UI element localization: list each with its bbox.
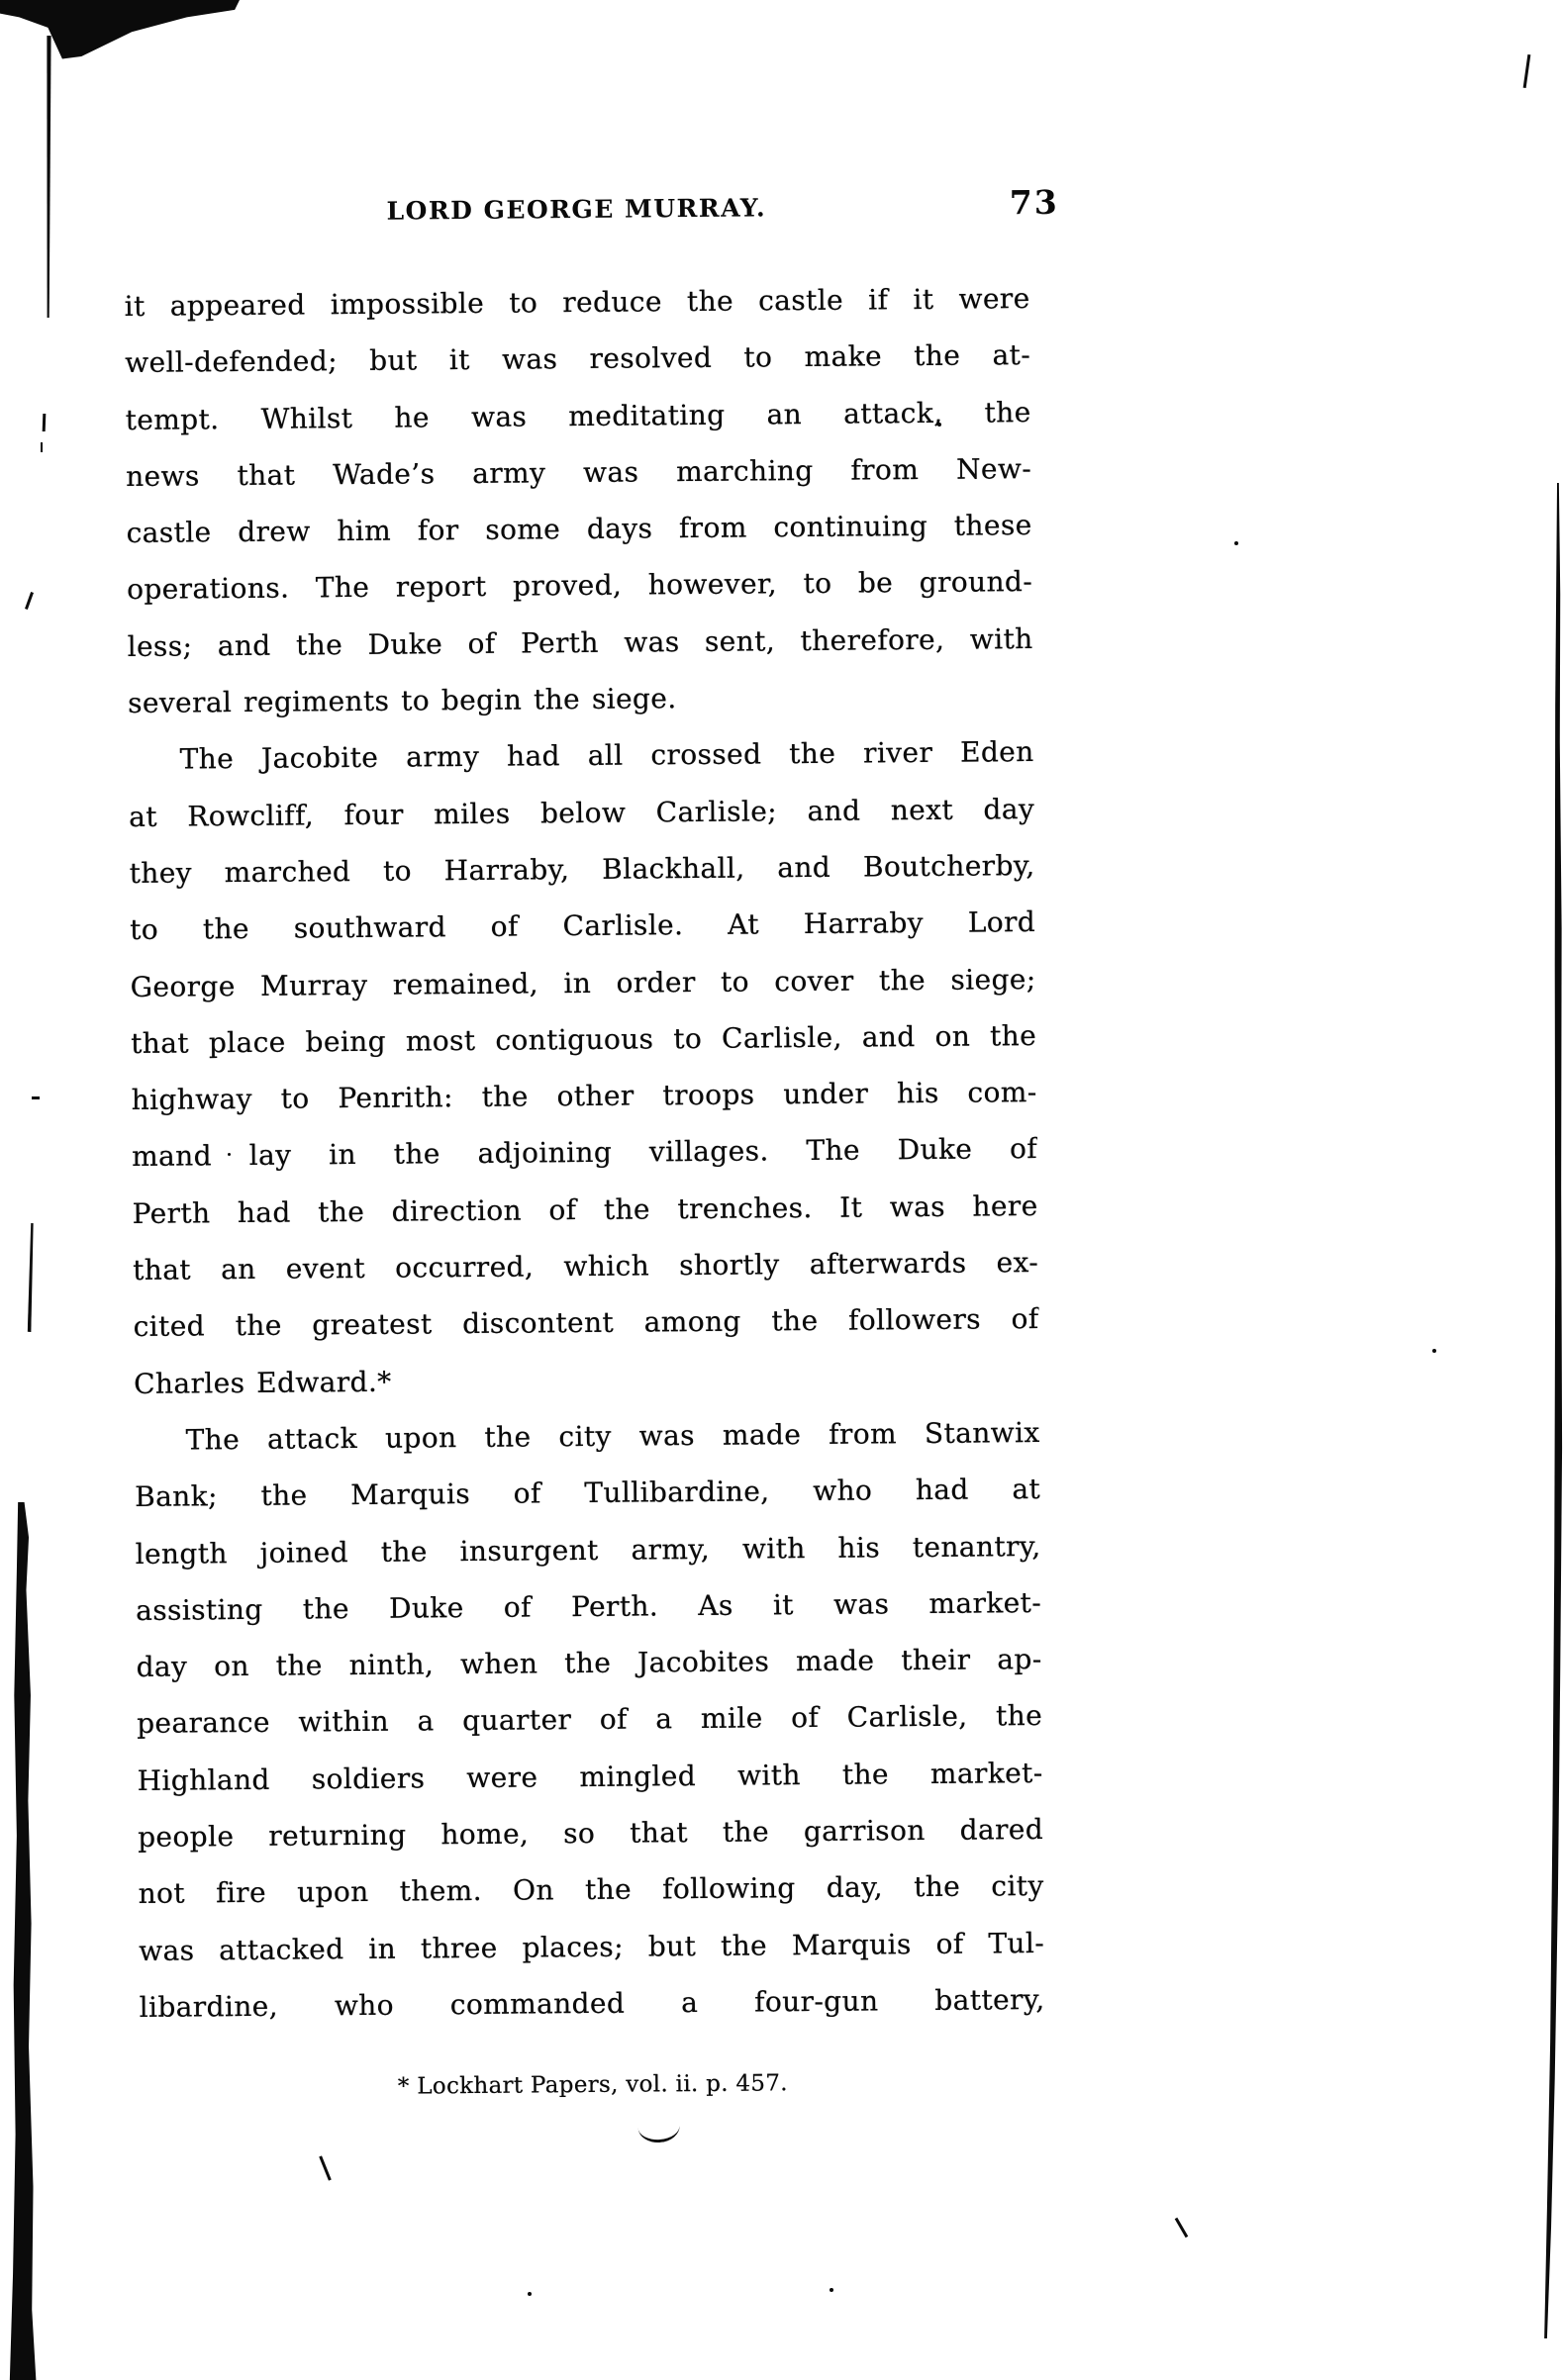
text-line: length joined the insurgent army, with his tenantry, — [135, 1529, 1041, 1571]
text-line: several regiments to begin the siege. — [128, 682, 677, 720]
text-line: tempt. Whilst he was meditating an attack, the — [125, 395, 1031, 436]
text-line: that place being most contiguous to Carlisle, and on the — [131, 1018, 1037, 1060]
text-line: castle drew him for some days from continuing these — [126, 509, 1032, 550]
text-line: Charles Edward.* — [134, 1365, 392, 1400]
text-line: less; and the Duke of Perth was sent, therefore, with — [127, 621, 1033, 663]
text-line: Perth had the direction of the trenches. It was here — [132, 1189, 1038, 1230]
text-line: not fire upon them. On the following day, the city — [138, 1869, 1044, 1911]
text-line: assisting the Duke of Perth. As it was market- — [136, 1585, 1042, 1627]
text-line: to the southward of Carlisle. At Harraby Lord — [130, 905, 1036, 947]
paragraph — [128, 723, 1039, 1412]
text-line: at Rowcliff, four miles below Carlisle; and next day — [129, 792, 1035, 833]
text-line: that an event occurred, which shortly afterwards ex- — [133, 1246, 1039, 1287]
footnote: * Lockhart Papers, vol. ii. p. 457. — [397, 2070, 788, 2100]
text-line: was attacked in three places; but the Marquis of Tul- — [139, 1926, 1045, 1967]
text-line: they marched to Harraby, Blackhall, and Boutcherby, — [129, 848, 1035, 890]
text-line: pearance within a quarter of a mile of Carlisle, the — [137, 1699, 1043, 1741]
text-line: people returning home, so that the garrison dared — [138, 1812, 1044, 1854]
text-line: highway to Penrith: the other troops under his com- — [131, 1076, 1037, 1117]
text-line: Highland soldiers were mingled with the market- — [137, 1756, 1043, 1797]
paragraph — [124, 270, 1033, 731]
text-line: The Jacobite army had all crossed the river Eden — [179, 735, 1034, 776]
text-line: cited the greatest discontent among the followers of — [133, 1302, 1039, 1344]
text-line: George Murray remained, in order to cover the siege; — [130, 962, 1036, 1003]
text-line: Bank; the Marquis of Tullibardine, who had at — [135, 1473, 1041, 1514]
body-text — [124, 270, 1044, 2036]
text-line: it appeared impossible to reduce the castle if it were — [124, 282, 1030, 324]
text-line: The attack upon the city was made from Stanwix — [185, 1415, 1040, 1457]
text-line: news that Wade’s army was marching from New- — [126, 451, 1032, 493]
text-line: operations. The report proved, however, to be ground- — [127, 565, 1033, 607]
running-title: LORD GEORGE MURRAY. — [386, 193, 767, 226]
paragraph — [134, 1404, 1044, 2036]
text-line: libardine, who commanded a four-gun battery, — [139, 1982, 1045, 2024]
page-number: 73 — [1009, 182, 1059, 223]
text-line: mand lay in the adjoining villages. The Duke of — [132, 1132, 1038, 1174]
text-line: day on the ninth, when the Jacobites made their ap- — [136, 1643, 1042, 1684]
text-line: well-defended; but it was resolved to make the at- — [125, 338, 1031, 380]
